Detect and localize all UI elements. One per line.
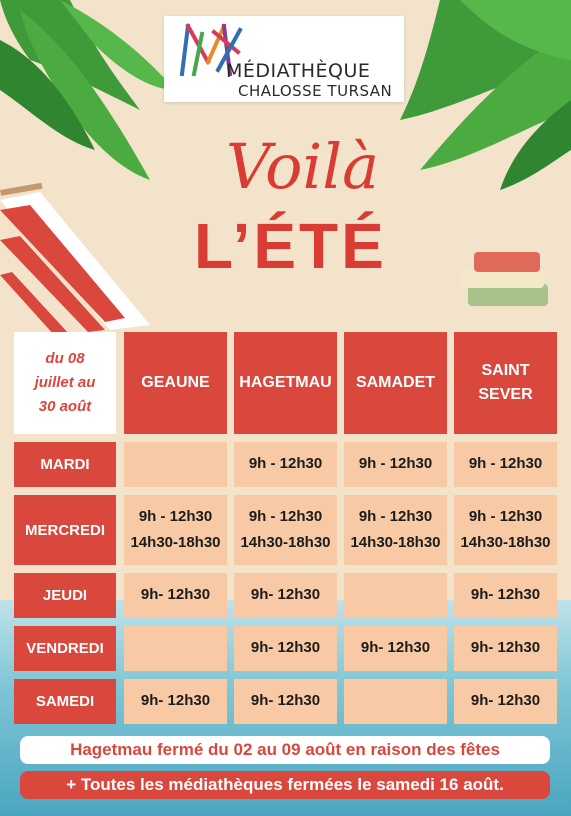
- opening-hours-cell: [234, 626, 337, 671]
- opening-hours: 14h30-18h30: [350, 534, 441, 551]
- opening-hours: 14h30-18h30: [240, 534, 331, 551]
- page-title: L’ÉTÉ: [194, 210, 387, 282]
- day-label: VENDREDI: [14, 626, 116, 671]
- day-label: JEUDI: [14, 573, 116, 618]
- logo-title: MÉDIATHÈQUE: [226, 60, 371, 82]
- period-line: juillet au: [34, 374, 96, 391]
- period-line: du 08: [45, 350, 85, 367]
- opening-hours-cell: [124, 442, 227, 487]
- opening-hours-cell: [454, 679, 557, 724]
- library-name: SEVER: [478, 386, 533, 403]
- opening-hours: 9h- 12h30: [360, 639, 431, 657]
- library-logo: [164, 16, 404, 102]
- opening-hours-cell: [454, 495, 557, 565]
- period-line: 30 août: [38, 398, 92, 415]
- opening-hours-cell: [234, 679, 337, 724]
- opening-hours-cell: [124, 626, 227, 671]
- opening-hours-cell: [344, 626, 447, 671]
- title-script: Voilà: [226, 130, 380, 203]
- book-stack-icon: [462, 252, 548, 306]
- opening-hours: 9h - 12h30: [248, 507, 323, 525]
- opening-hours-cell: [344, 679, 447, 724]
- opening-hours-cell: [454, 442, 557, 487]
- library-name: GEAUNE: [141, 374, 210, 391]
- opening-hours: 9h - 12h30: [468, 507, 543, 525]
- opening-hours: 9h - 12h30: [358, 507, 433, 525]
- opening-hours: 9h- 12h30: [250, 639, 321, 657]
- library-header: [124, 332, 227, 434]
- opening-hours-cell: [124, 573, 227, 618]
- opening-hours: 14h30-18h30: [460, 534, 551, 551]
- opening-hours: 9h- 12h30: [140, 586, 211, 604]
- opening-hours: 9h- 12h30: [470, 586, 541, 604]
- opening-hours-cell: [344, 573, 447, 618]
- opening-hours-cell: [124, 679, 227, 724]
- opening-hours: 9h- 12h30: [470, 692, 541, 710]
- opening-hours-cell: [234, 495, 337, 565]
- opening-hours: 9h- 12h30: [250, 586, 321, 604]
- opening-hours: 9h - 12h30: [248, 455, 323, 473]
- library-name: HAGETMAU: [239, 374, 332, 391]
- logo-subtitle: CHALOSSE TURSAN: [238, 82, 393, 100]
- opening-hours-cell: [234, 442, 337, 487]
- library-name: SAMADET: [355, 374, 436, 391]
- palm-leaf-icon: [0, 0, 175, 180]
- opening-hours: 9h - 12h30: [468, 455, 543, 473]
- opening-hours: 9h- 12h30: [470, 639, 541, 657]
- hagetmau-closure-notice: Hagetmau fermé du 02 au 09 août en raison des fêtes: [20, 736, 550, 764]
- library-name: SAINT: [481, 362, 530, 379]
- deck-chair-icon: [0, 183, 150, 336]
- library-header: [234, 332, 337, 434]
- palm-leaf-icon: [400, 0, 571, 190]
- library-header: [454, 332, 557, 434]
- opening-hours: 9h - 12h30: [138, 507, 213, 525]
- opening-hours-cell: [454, 573, 557, 618]
- period-cell: [14, 332, 116, 434]
- opening-hours: 14h30-18h30: [130, 534, 221, 551]
- opening-hours: 9h - 12h30: [358, 455, 433, 473]
- all-libraries-closure-notice: + Toutes les médiathèques fermées le samedi 16 août.: [20, 771, 550, 799]
- opening-hours-cell: [454, 626, 557, 671]
- opening-hours-cell: [234, 573, 337, 618]
- day-label: MERCREDI: [14, 495, 116, 565]
- opening-hours-cell: [124, 495, 227, 565]
- day-label: SAMEDI: [14, 679, 116, 724]
- opening-hours: 9h- 12h30: [140, 692, 211, 710]
- library-header: [344, 332, 447, 434]
- opening-hours-cell: [344, 495, 447, 565]
- opening-hours: 9h- 12h30: [250, 692, 321, 710]
- opening-hours-cell: [344, 442, 447, 487]
- day-label: MARDI: [14, 442, 116, 487]
